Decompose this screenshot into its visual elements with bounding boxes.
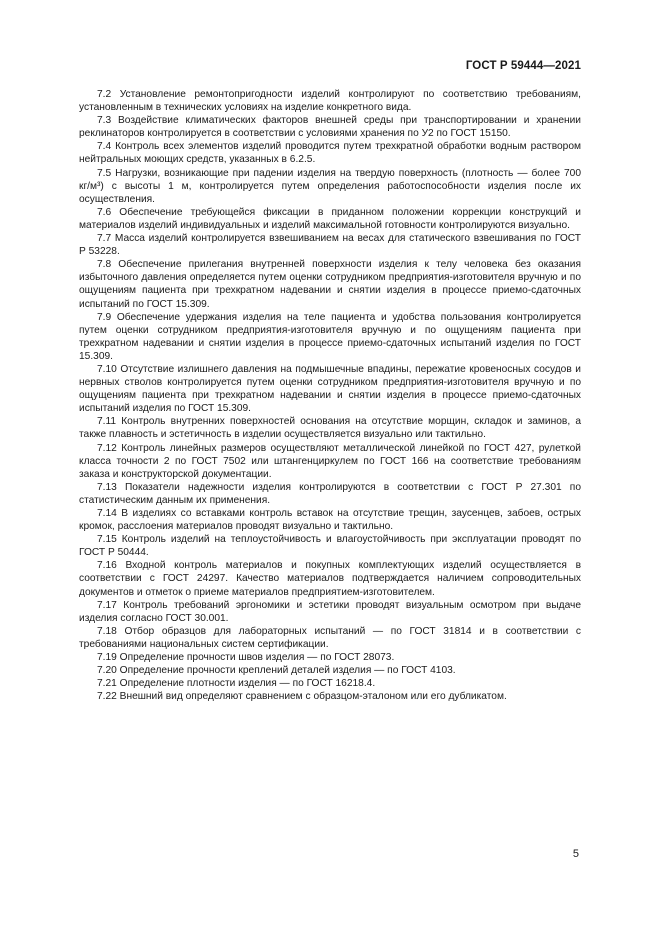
document-body: [79, 88, 581, 703]
paragraph-7-19: 7.19 Определение прочности швов изделия — по ГОСТ 28073.: [97, 652, 395, 664]
paragraph-7-8: 7.8 Обеспечение прилегания внутренней поверхности изделия к телу человека без оказания избыточного давления определяется путем оценки сотрудником предприятия-изготовителя вручную и по ощущениям пациента при трехкратном надевании и снятии изделия в процессе приемо-сдаточных испытаний по ГОСТ 15.309.: [79, 259, 581, 310]
paragraph-7-4: 7.4 Контроль всех элементов изделий проводится путем трехкратной обработки водным раствором нейтральных моющих средств, указанных в 6.2.5.: [79, 141, 581, 166]
paragraph-7-15: 7.15 Контроль изделий на теплоустойчивость и влагоустойчивость при эксплуатации проводят по ГОСТ Р 50444.: [79, 534, 581, 559]
paragraph-7-3: 7.3 Воздействие климатических факторов внешней среды при транспортировании и хранении реклинаторов контролируется в соответствии с условиями хранения по У2 по ГОСТ 15150.: [79, 115, 581, 140]
paragraph-7-13: 7.13 Показатели надежности изделия контролируются в соответствии с ГОСТ Р 27.301 по статистическим данным их применения.: [79, 481, 581, 506]
paragraph-7-17: 7.17 Контроль требований эргономики и эстетики проводят визуальным осмотром при выдаче изделия согласно ГОСТ 30.001.: [79, 599, 581, 624]
paragraph-7-12: 7.12 Контроль линейных размеров осуществляют металлической линейкой по ГОСТ 427, рулеткой класса точности 2 по ГОСТ 7502 или штангенциркулем по ГОСТ 166 на соответствие требованиям заказа и конструкторской документации.: [79, 442, 581, 480]
paragraph-7-11: 7.11 Контроль внутренних поверхностей основания на отсутствие морщин, складок и заминов, а также плавность и эстетичность в изделии осуществляется визуально или тактильно.: [79, 416, 581, 441]
paragraph-7-2: 7.2 Установление ремонтопригодности изделий контролируют по соответствию требованиям, установленным в технических условиях на изделие конкретного вида.: [79, 89, 581, 114]
paragraph-7-21: 7.21 Определение плотности изделия — по ГОСТ 16218.4.: [97, 678, 376, 690]
paragraph-7-10: 7.10 Отсутствие излишнего давления на подмышечные впадины, пережатие кровеносных сосудов и нервных стволов контролируется путем оценки сотрудником предприятия-изготовителя вручную и по ощущениям пациента при трехкратном надевании и снятии изделия в процессе приемо-сдаточных испытаний изделия по ГОСТ 15.309.: [79, 363, 581, 415]
document-header-standard: ГОСТ Р 59444—2021: [465, 60, 581, 72]
paragraph-7-16: 7.16 Входной контроль материалов и покупных комплектующих изделий осуществляется в соответствии с ГОСТ 24297. Качество материалов подтверждается наличием сопроводительных документов и отметок о приеме материалов предприятием-изготовителем.: [79, 560, 581, 598]
paragraph-7-7: 7.7 Масса изделий контролируется взвешиванием на весах для статического взвешивания по ГОСТ Р 53228.: [79, 233, 581, 258]
page-number: 5: [572, 848, 579, 860]
paragraph-7-18: 7.18 Отбор образцов для лабораторных испытаний — по ГОСТ 31814 и в соответствии с требованиями национальных систем сертификации.: [79, 625, 581, 650]
paragraph-7-20: 7.20 Определение прочности креплений деталей изделия — по ГОСТ 4103.: [97, 665, 456, 677]
paragraph-7-6: 7.6 Обеспечение требующейся фиксации в приданном положении коррекции конструкций и материалов изделий индивидуальных и изделий максимальной готовности контролируются визуально.: [79, 206, 581, 231]
paragraph-7-14: 7.14 В изделиях со вставками контроль вставок на отсутствие трещин, заусенцев, забоев, острых кромок, расслоения материалов проводят визуально и тактильно.: [79, 508, 581, 533]
paragraph-7-9: 7.9 Обеспечение удержания изделия на теле пациента и удобства пользования контролируется путем оценки сотрудником предприятия-изготовителя вручную и по ощущениям пациента при трехкратном надевании и снятии изделия в процессе приемо-сдаточных испытаний изделия по ГОСТ 15.309.: [79, 311, 581, 362]
paragraph-7-22: 7.22 Внешний вид определяют сравнением с образцом-эталоном или его дубликатом.: [97, 691, 507, 703]
paragraph-7-5: 7.5 Нагрузки, возникающие при падении изделия на твердую поверхность (плотность — более 700 кг/м³) с высоты 1 м, контролируется путем определения работоспособности изделия после их осуществления.: [79, 167, 581, 205]
